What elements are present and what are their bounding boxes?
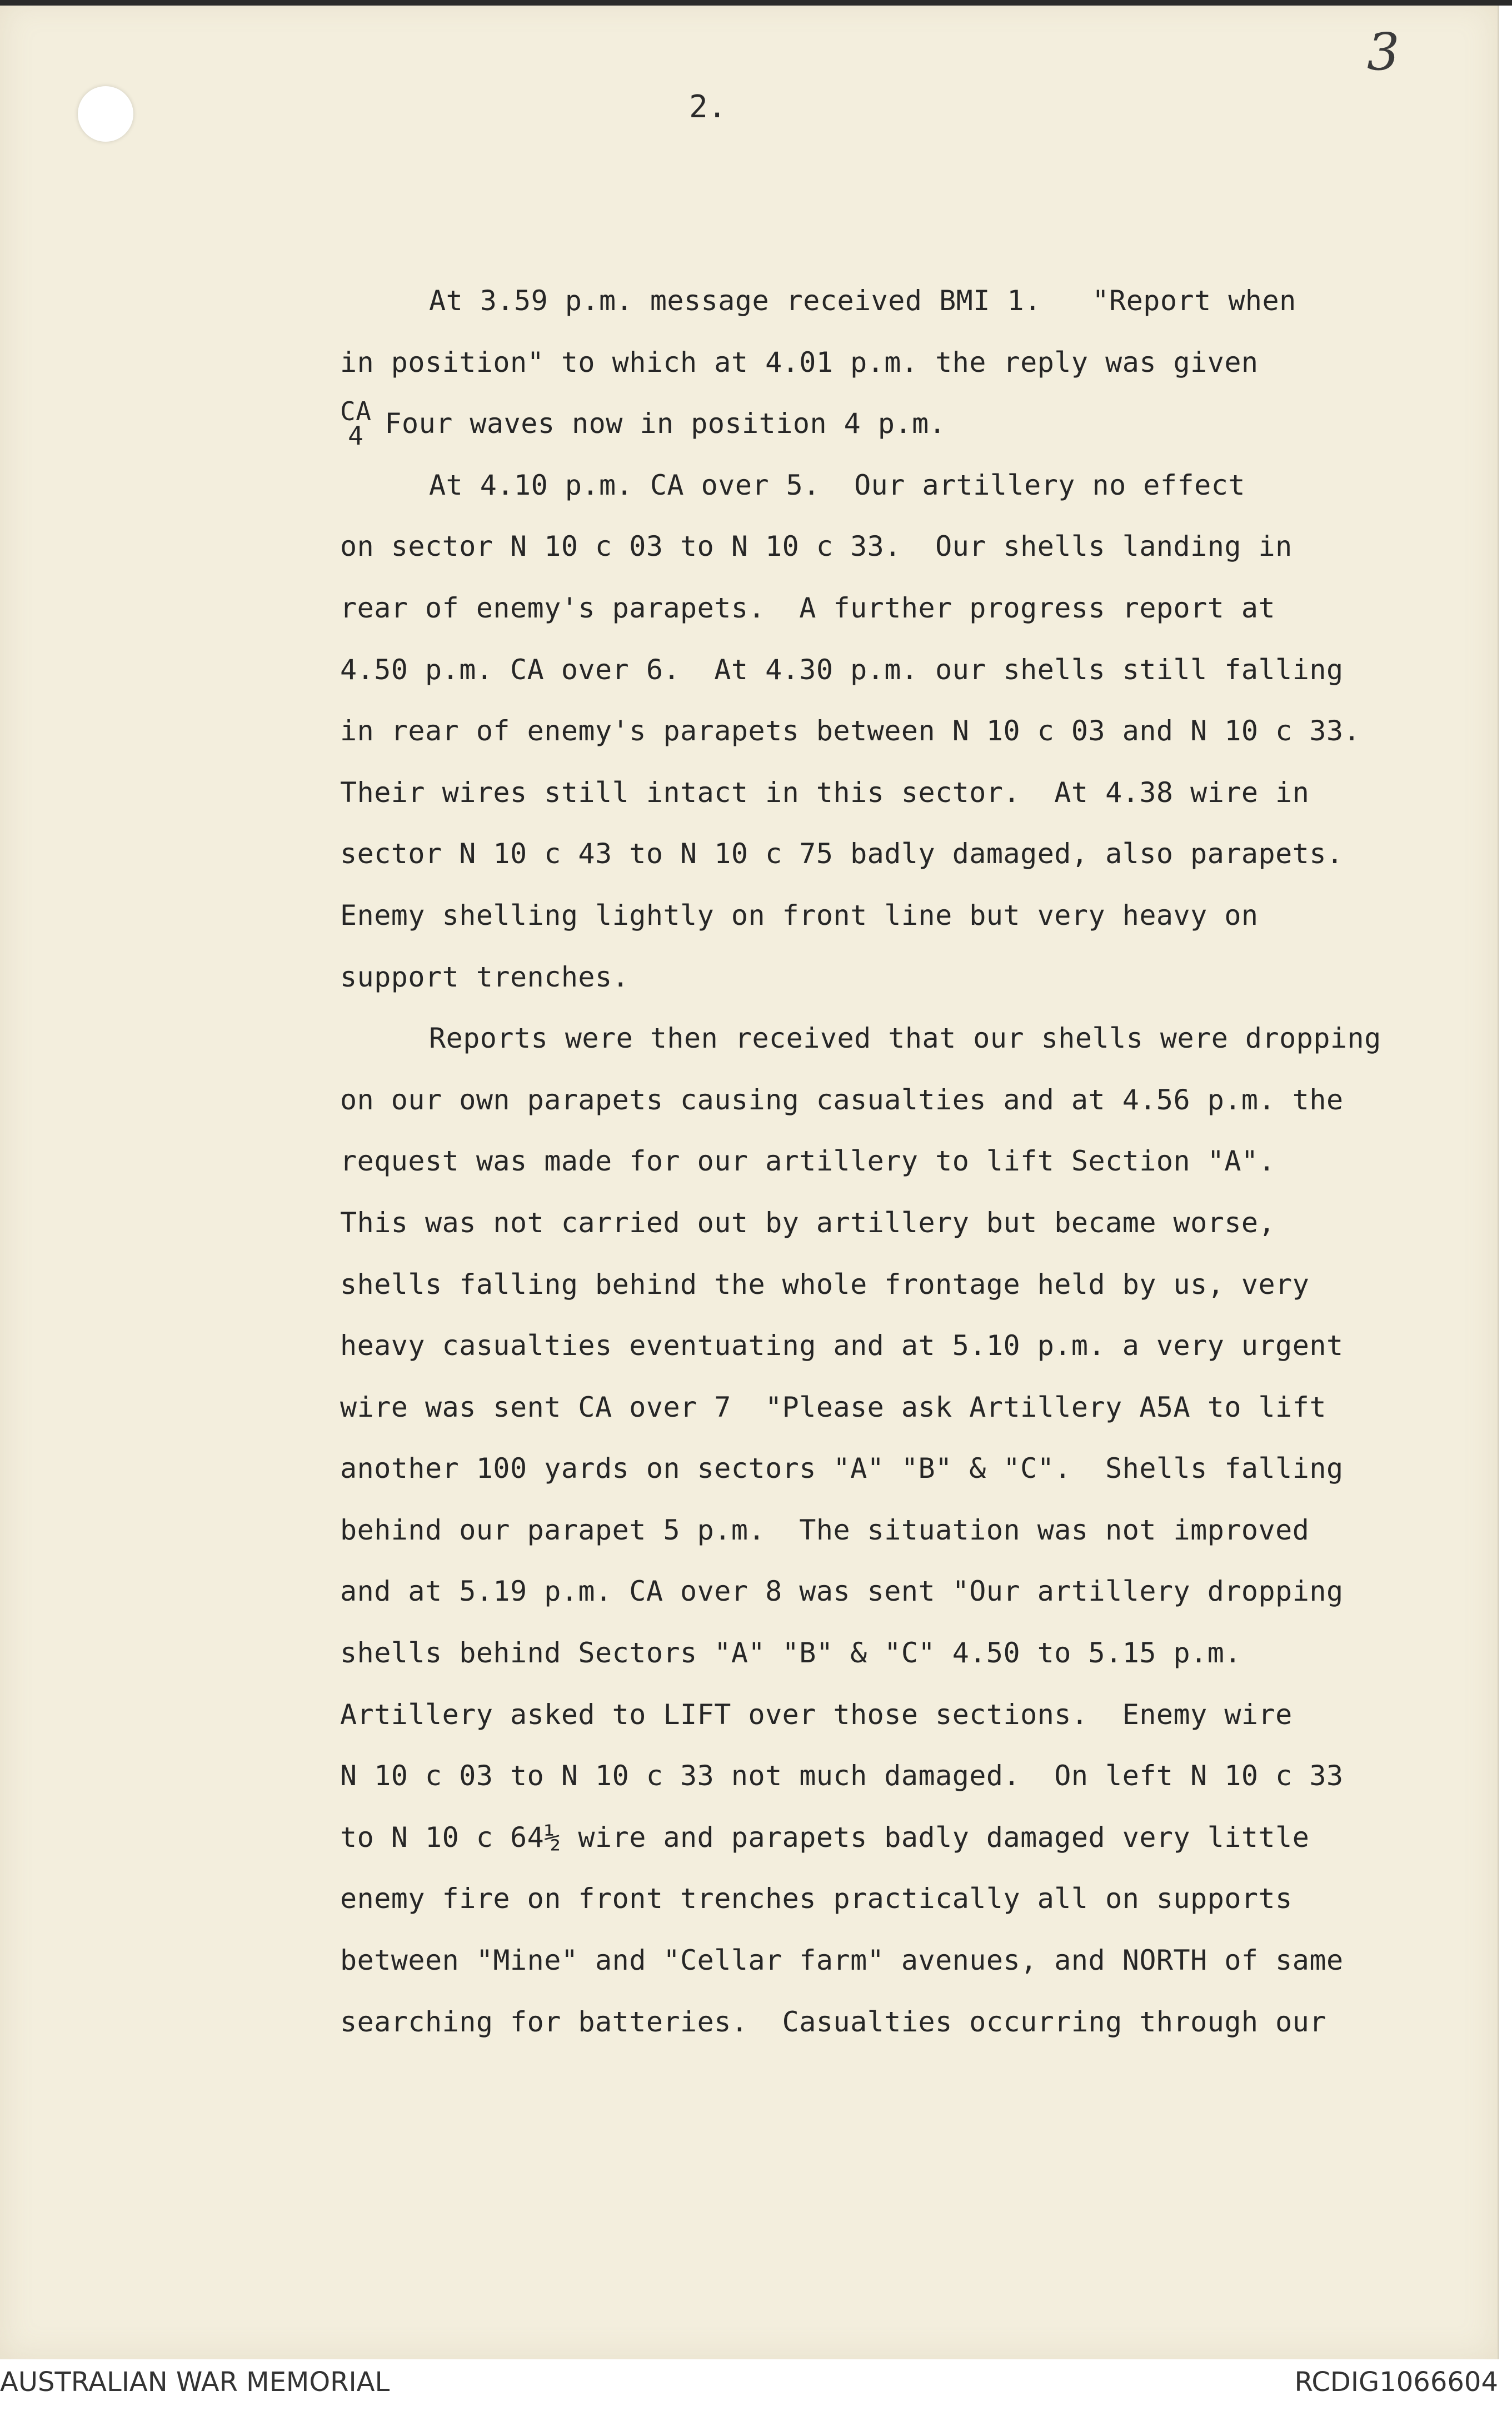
text-line xyxy=(340,1438,1485,1500)
line-text: support trenches. xyxy=(340,960,630,993)
folio-number: 3 xyxy=(1367,22,1400,82)
line-text: rear of enemy's parapets. A further progress report at xyxy=(340,591,1276,624)
line-text: on sector N 10 c 03 to N 10 c 33. Our shells landing in xyxy=(340,530,1293,563)
footer-archive-name: AUSTRALIAN WAR MEMORIAL xyxy=(0,2367,390,2398)
line-text: Reports were then received that our shells were dropping xyxy=(429,1022,1381,1055)
text-line xyxy=(340,1745,1485,1807)
line-text: in position" to which at 4.01 p.m. the reply was given xyxy=(340,346,1259,378)
text-line xyxy=(340,270,1485,332)
text-line xyxy=(340,823,1485,885)
text-line xyxy=(340,1807,1485,1869)
message-ref-stack xyxy=(340,396,372,451)
page-top-edge xyxy=(0,0,1512,6)
text-line xyxy=(340,1622,1485,1684)
text-line xyxy=(340,332,1485,393)
text-line xyxy=(340,947,1485,1008)
line-text: request was made for our artillery to lift Section "A". xyxy=(340,1145,1276,1178)
text-line xyxy=(340,885,1485,947)
document-body xyxy=(340,270,1485,2053)
text-line xyxy=(340,1868,1485,1930)
line-text: behind our parapet 5 p.m. The situation was not improved xyxy=(340,1513,1310,1546)
text-line xyxy=(340,393,1485,455)
text-line xyxy=(340,1130,1485,1192)
line-text: between "Mine" and "Cellar farm" avenues, and NORTH of same xyxy=(340,1944,1344,1977)
page-number: 2. xyxy=(689,89,727,125)
line-text: At 4.10 p.m. CA over 5. Our artillery no effect xyxy=(429,469,1245,501)
line-text: Their wires still intact in this sector. At 4.38 wire in xyxy=(340,776,1310,809)
line-text: 4.50 p.m. CA over 6. At 4.30 p.m. our shells still falling xyxy=(340,653,1344,686)
line-text: enemy fire on front trenches practically all on supports xyxy=(340,1882,1293,1915)
text-line xyxy=(340,1377,1485,1438)
text-line xyxy=(340,1254,1485,1316)
text-line xyxy=(340,1991,1485,2053)
message-ref-top: CA xyxy=(340,396,372,426)
punch-hole-icon xyxy=(78,86,133,142)
line-text: and at 5.19 p.m. CA over 8 was sent "Our artillery dropping xyxy=(340,1575,1344,1608)
line-text: heavy casualties eventuating and at 5.10 p.m. a very urgent xyxy=(340,1329,1344,1362)
text-line xyxy=(340,639,1485,701)
message-ref-bottom: 4 xyxy=(348,420,364,451)
line-text: on our own parapets causing casualties and at 4.56 p.m. the xyxy=(340,1083,1344,1116)
line-text: This was not carried out by artillery but became worse, xyxy=(340,1206,1276,1239)
line-text: sector N 10 c 43 to N 10 c 75 badly damaged, also parapets. xyxy=(340,838,1344,870)
line-text: in rear of enemy's parapets between N 10 c 03 and N 10 c 33. xyxy=(340,715,1361,748)
line-text: Four waves now in position 4 p.m. xyxy=(385,407,946,440)
line-text: to N 10 c 64½ wire and parapets badly damaged very little xyxy=(340,1821,1310,1854)
text-line xyxy=(340,1008,1485,1069)
text-line xyxy=(340,1192,1485,1254)
text-line xyxy=(340,1684,1485,1746)
line-text: shells behind Sectors "A" "B" & "C" 4.50 to 5.15 p.m. xyxy=(340,1637,1241,1670)
text-line xyxy=(340,762,1485,824)
footer-record-id: RCDIG1066604 xyxy=(1294,2367,1498,2398)
text-line xyxy=(340,1930,1485,1991)
line-text: another 100 yards on sectors "A" "B" & "C". Shells falling xyxy=(340,1452,1344,1485)
line-text: At 3.59 p.m. message received BMI 1. "Report when xyxy=(429,285,1296,317)
text-line xyxy=(340,1561,1485,1622)
text-line xyxy=(340,700,1485,762)
line-text: shells falling behind the whole frontage held by us, very xyxy=(340,1268,1310,1301)
text-line xyxy=(340,516,1485,577)
line-text: wire was sent CA over 7 "Please ask Artillery A5A to lift xyxy=(340,1391,1326,1423)
line-text: N 10 c 03 to N 10 c 33 not much damaged. On left N 10 c 33 xyxy=(340,1760,1344,1792)
text-line xyxy=(340,1500,1485,1561)
text-line xyxy=(340,1069,1485,1131)
line-text: Artillery asked to LIFT over those sections. Enemy wire xyxy=(340,1698,1293,1731)
text-line xyxy=(340,455,1485,516)
line-text: searching for batteries. Casualties occurring through our xyxy=(340,2005,1326,2038)
text-line xyxy=(340,577,1485,639)
text-line xyxy=(340,1315,1485,1377)
line-text: Enemy shelling lightly on front line but very heavy on xyxy=(340,899,1259,931)
